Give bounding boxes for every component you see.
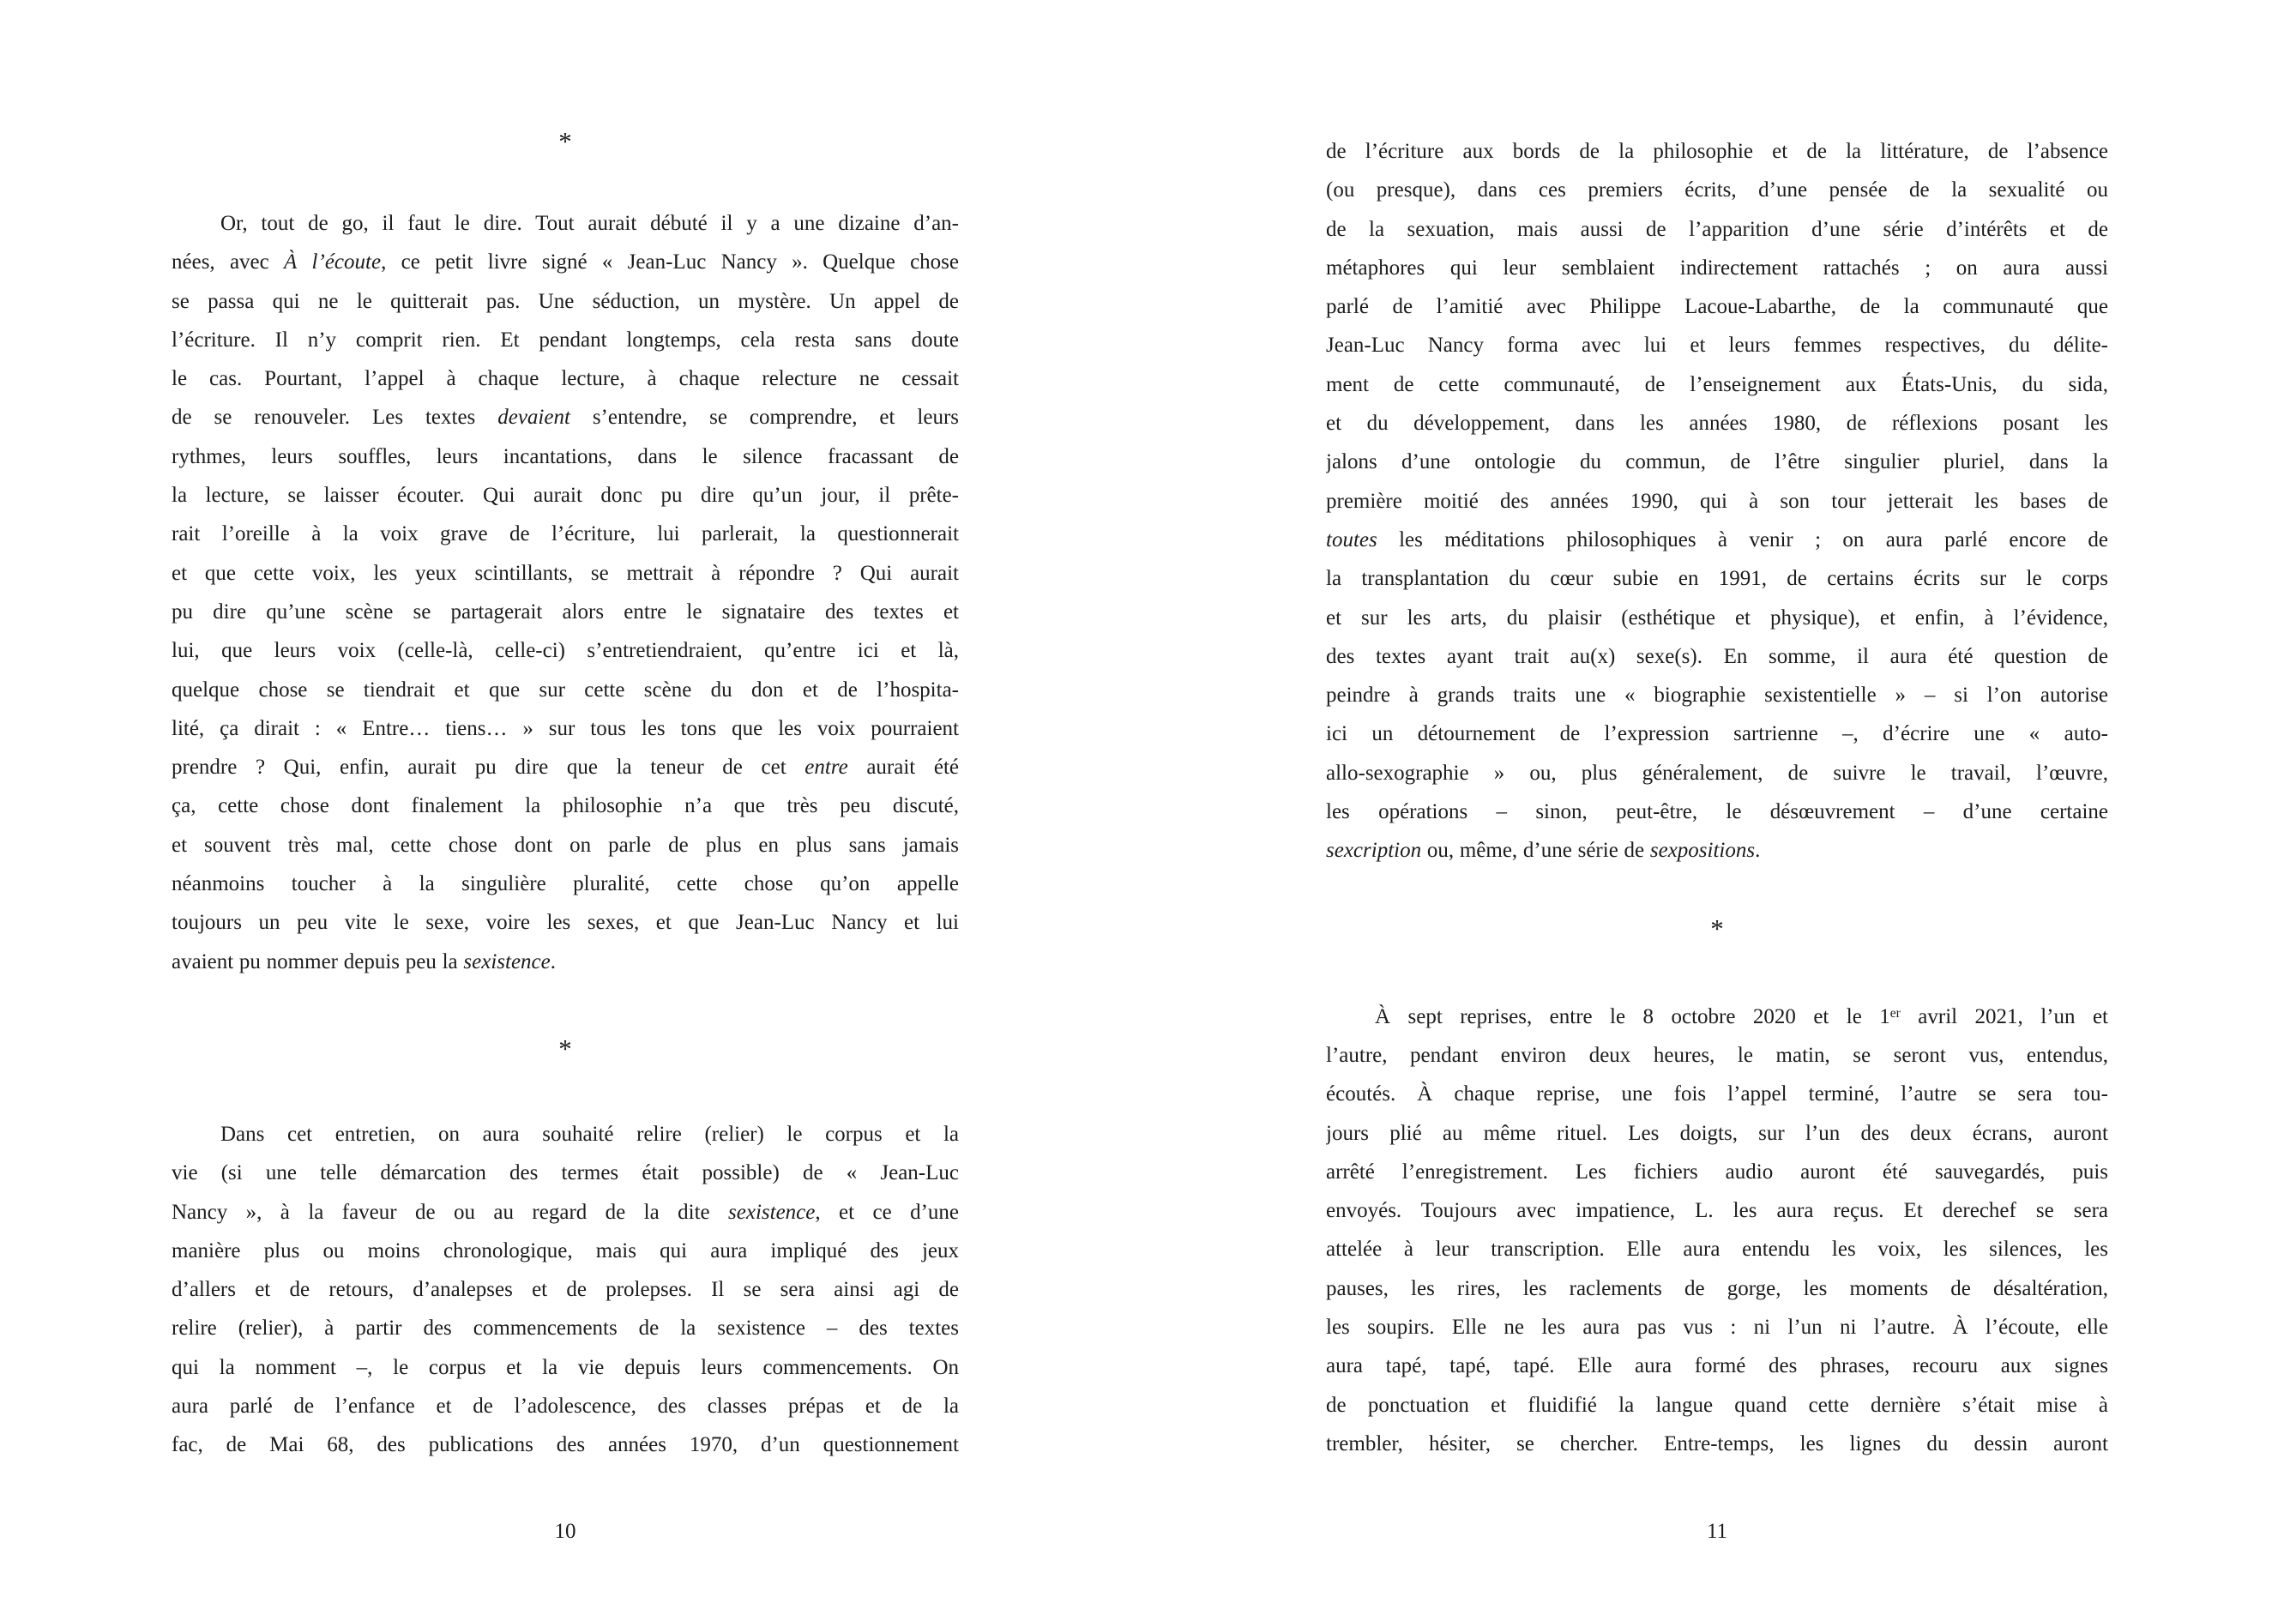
text-line: et que cette voix, les yeux scintillants, se mettrait à répondre ? Qui aurait (172, 561, 959, 585)
italic-text: entre (805, 756, 848, 780)
text-line: fac, de Mai 68, des publications des années 1970, d’un questionnement (172, 1433, 959, 1457)
text-line: lui, que leurs voix (celle-là, celle-ci) s’entretiendraient, qu’entre ici et là, (172, 639, 959, 663)
text-line: ici un détournement de l’expression sartrienne –, d’écrire une « auto- (1326, 722, 2108, 746)
text-line: la lecture, se laisser écouter. Qui aurait donc pu dire qu’un jour, il prête- (172, 484, 959, 508)
page-number: 10 (554, 1520, 576, 1543)
italic-text: sexcription (1326, 839, 1422, 863)
text-line: métaphores qui leur semblaient indirectement rattachés ; on aura aussi (1326, 256, 2108, 280)
text-line: lité, ça dirait : « Entre… tiens… » sur tous les tons que les voix pourraient (172, 716, 959, 740)
page-right (1326, 0, 2108, 1621)
text-line: et souvent très mal, cette chose dont on parle de plus en plus sans jamais (172, 833, 959, 857)
text-line: trembler, hésiter, se chercher. Entre-temps, les lignes du dessin auront (1326, 1431, 2108, 1455)
text-line: rait l’oreille à la voix grave de l’écriture, lui parlerait, la questionnerait (172, 522, 959, 546)
text-line: À sept reprises, entre le 8 octobre 2020 et le 1er avril 2021, l’un et (1375, 1004, 2108, 1028)
text-line: toutes les méditations philosophiques à venir ; on aura parlé encore de (1326, 527, 2108, 551)
text-line: Dans cet entretien, on aura souhaité relire (relier) le corpus et la (220, 1122, 959, 1146)
page-left-content (172, 122, 959, 1465)
page-right-content (1326, 132, 2108, 1463)
text-line: les soupirs. Elle ne les aura pas vus : ni l’un ni l’autre. À l’écoute, elle (1326, 1316, 2108, 1340)
text-line: aura parlé de l’enfance et de l’adolescence, des classes prépas et de la (172, 1395, 959, 1419)
text-line: les opérations – sinon, peut-être, le désœuvrement – d’une certaine (1326, 800, 2108, 824)
italic-text: À l’écoute (284, 250, 382, 274)
text-line: Or, tout de go, il faut le dire. Tout aurait débuté il y a une dizaine d’an- (220, 212, 959, 235)
text-line: pu dire qu’une scène se partagerait alors entre le signataire des textes et (172, 600, 959, 624)
text-line: toujours un peu vite le sexe, voire les sexes, et que Jean-Luc Nancy et lui (172, 911, 959, 935)
text-line: Jean-Luc Nancy forma avec lui et leurs femmes respectives, du délite- (1326, 334, 2108, 358)
text-line: manière plus ou moins chronologique, mais qui aura impliqué des jeux (172, 1238, 959, 1262)
paragraph (172, 204, 959, 981)
text-line: vie (si une telle démarcation des termes était possible) de « Jean-Luc (172, 1161, 959, 1185)
text-line: ment de cette communauté, de l’enseignement aux États-Unis, du sida, (1326, 372, 2108, 396)
text-line: de se renouveler. Les textes devaient s’entendre, se comprendre, et leurs (172, 406, 959, 430)
section-separator: * (1710, 913, 1724, 943)
text-line: et sur les arts, du plaisir (esthétique et physique), et enfin, à l’évidence, (1326, 606, 2108, 630)
italic-text: toutes (1326, 527, 1377, 551)
text-line: attelée à leur transcription. Elle aura entendu les voix, les silences, les (1326, 1238, 2108, 1262)
page-number: 11 (1706, 1520, 1728, 1543)
text-line: nées, avec À l’écoute, ce petit livre signé « Jean-Luc Nancy ». Quelque chose (172, 250, 959, 274)
text-line: arrêté l’enregistrement. Les fichiers audio auront été sauvegardés, puis (1326, 1160, 2108, 1184)
paragraph (1326, 132, 2108, 871)
italic-text: sexistence (463, 949, 551, 973)
text-line: écoutés. À chaque reprise, une fois l’appel terminé, l’autre se sera tou- (1326, 1082, 2108, 1106)
text-line: envoyés. Toujours avec impatience, L. les aura reçus. Et derechef se sera (1326, 1199, 2108, 1223)
text-line: sexcription ou, même, d’une série de sexpositions. (1326, 839, 1761, 863)
text-line: parlé de l’amitié avec Philippe Lacoue-Labarthe, de la communauté que (1326, 295, 2108, 319)
italic-text: sexpositions (1649, 839, 1756, 863)
paragraph (1326, 997, 2108, 1464)
text-line: de l’écriture aux bords de la philosophie et de la littérature, de l’absence (1326, 140, 2108, 163)
text-line: ça, cette chose dont finalement la philosophie n’a que très peu discuté, (172, 794, 959, 818)
text-line: des textes ayant trait au(x) sexe(s). En somme, il aura été question de (1326, 644, 2108, 668)
text-line: jalons d’une ontologie du commun, de l’être singulier pluriel, dans la (1326, 450, 2108, 474)
text-line: (ou presque), dans ces premiers écrits, d’une pensée de la sexualité ou (1326, 178, 2108, 202)
section-separator: * (558, 126, 572, 156)
text-line: jours plié au même rituel. Les doigts, sur l’un des deux écrans, auront (1326, 1121, 2108, 1145)
text-line: prendre ? Qui, enfin, aurait pu dire que la teneur de cet entre aurait été (172, 756, 959, 780)
text-line: l’écriture. Il n’y comprit rien. Et pendant longtemps, cela resta sans doute (172, 328, 959, 352)
text-line: de la sexuation, mais aussi de l’apparition d’une série d’intérêts et de (1326, 217, 2108, 241)
text-line: quelque chose se tiendrait et que sur cette scène du don et de l’hospita- (172, 678, 959, 702)
text-line: se passa qui ne le quitterait pas. Une séduction, un mystère. Un appel de (172, 289, 959, 313)
text-line: néanmoins toucher à la singulière pluralité, cette chose qu’on appelle (172, 872, 959, 896)
text-line: qui la nomment –, le corpus et la vie depuis leurs commencements. On (172, 1355, 959, 1379)
text-line: avaient pu nommer depuis peu la sexistence. (172, 949, 556, 973)
text-line: Nancy », à la faveur de ou au regard de la dite sexistence, et ce d’une (172, 1200, 959, 1224)
text-line: d’allers et de retours, d’analepses et de prolepses. Il se sera ainsi agi de (172, 1278, 959, 1302)
text-line: l’autre, pendant environ deux heures, le matin, se seront vus, entendus, (1326, 1043, 2108, 1067)
page-left (172, 0, 959, 1621)
italic-text: devaient (497, 406, 570, 430)
italic-text: sexistence (728, 1200, 816, 1224)
text-line: le cas. Pourtant, l’appel à chaque lecture, à chaque relecture ne cessait (172, 367, 959, 391)
paragraph (172, 1115, 959, 1465)
text-line: rythmes, leurs souffles, leurs incantations, dans le silence fracassant de (172, 444, 959, 468)
text-line: de ponctuation et fluidifié la langue quand cette dernière s’était mise à (1326, 1393, 2108, 1417)
text-line: aura tapé, tapé, tapé. Elle aura formé des phrases, recouru aux signes (1326, 1354, 2108, 1378)
text-line: la transplantation du cœur subie en 1991, de certains écrits sur le corps (1326, 567, 2108, 591)
text-line: relire (relier), à partir des commencements de la sexistence – des textes (172, 1317, 959, 1341)
text-line: et du développement, dans les années 1980, de réflexions posant les (1326, 412, 2108, 436)
text-line: allo-sexographie » ou, plus généralement, de suivre le travail, l’œuvre, (1326, 761, 2108, 785)
section-separator: * (558, 1033, 572, 1064)
text-line: pauses, les rires, les raclements de gorge, les moments de désaltération, (1326, 1276, 2108, 1300)
text-line: peindre à grands traits une « biographie sexistentielle » – si l’on autorise (1326, 684, 2108, 708)
text-line: première moitié des années 1990, qui à son tour jetterait les bases de (1326, 489, 2108, 513)
superscript-text: er (1889, 1005, 1901, 1021)
